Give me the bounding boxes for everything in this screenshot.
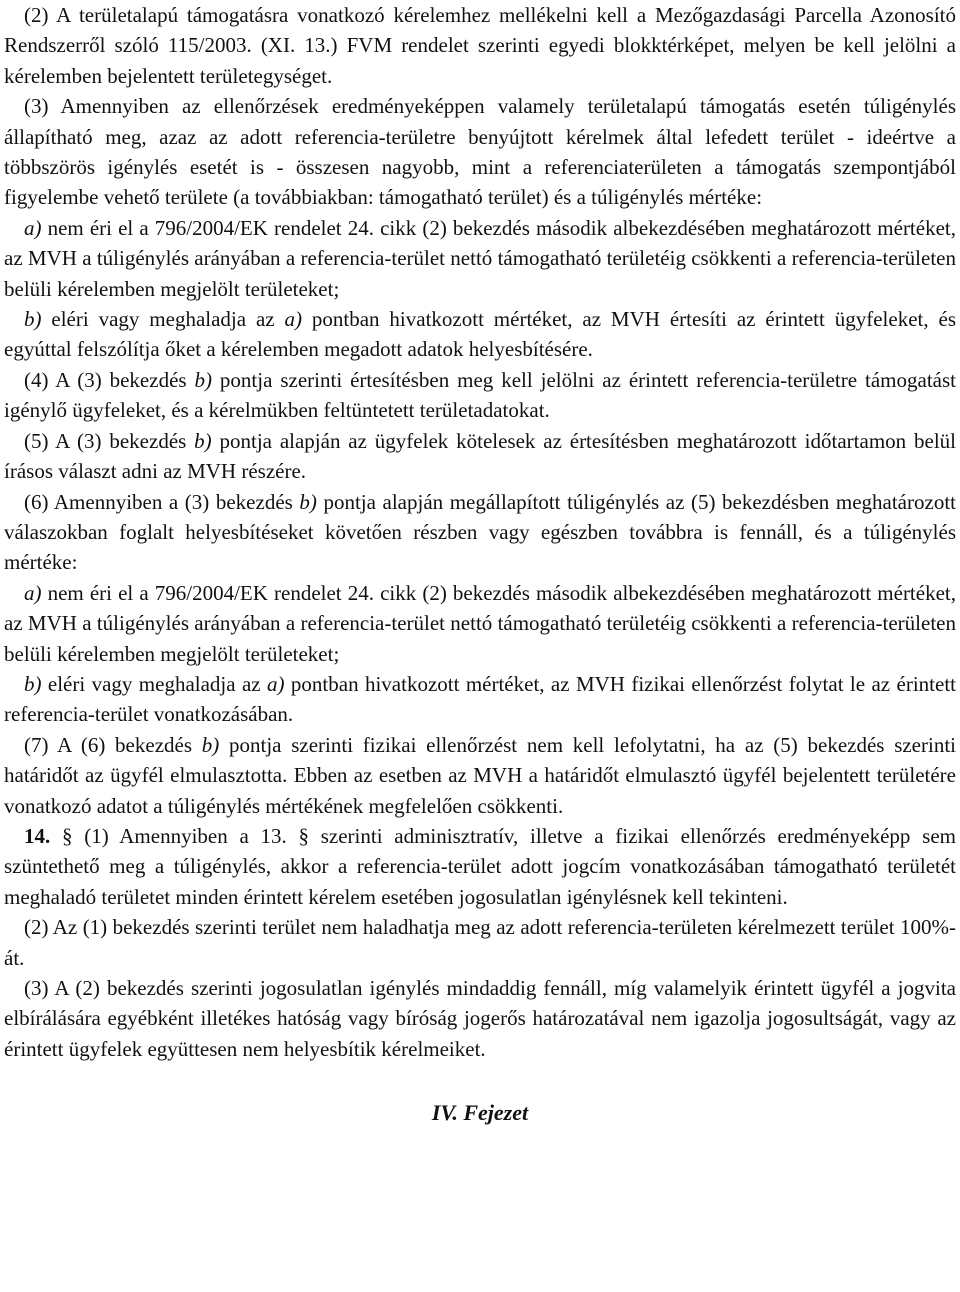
- paragraph-2: [4, 0, 956, 91]
- section-14-paragraph-2-text: (2) Az (1) bekezdés szerinti terület nem haladhatja meg az adott referencia-területen kérelmezett terület 100%-át.: [4, 915, 956, 970]
- paragraph-6-point-b: [4, 669, 956, 730]
- paragraph-3-point-b: [4, 304, 956, 365]
- point-a-marker: a): [24, 215, 42, 240]
- section-14-paragraph-3-text: (3) A (2) bekezdés szerinti jogosulatlan igénylés mindaddig fennáll, míg valamelyik érintett ügyfél a jogvita elbírálására egyébként illetékes hatóság vagy bíróság jogerős határozatával nem igazolja jogosultságát, vagy az érintett ügyfelek együttesen nem helyesbítik kérelmeiket.: [4, 976, 956, 1061]
- paragraph-6-text-start: (6) Amennyiben a (3) bekezdés: [24, 489, 300, 514]
- paragraph-5-reference-marker: b): [194, 428, 212, 453]
- paragraph-3-text: (3) Amennyiben az ellenőrzések eredményeképpen valamely területalapú támogatás esetén túligénylés állapítható meg, azaz az adott referencia-területre benyújtott kérelmek által lefedett terület - ideértve a többszörös igénylés esetét is - összesen nagyobb, mint a referenciaterületen a támogatás szempontjából figyelembe vehető területe (a továbbiakban: támogatható terület) és a túligénylés mértéke:: [4, 94, 956, 210]
- point-a-marker: a): [24, 580, 42, 605]
- point-b-marker: b): [24, 307, 42, 332]
- paragraph-4-text-end: pontja szerinti értesítésben meg kell jelölni az érintett referencia-területre támogatást igénylő ügyfeleket, és a kérelmükben feltüntetett területadatokat.: [4, 367, 956, 423]
- paragraph-6-point-a: [4, 578, 956, 669]
- point-b-marker: b): [24, 671, 42, 696]
- point-b-text-start: eléri vagy meghaladja az: [41, 671, 268, 696]
- paragraph-5-text-end: pontja alapján az ügyfelek kötelesek az értesítésben meghatározott időtartamon belül írásos választ adni az MVH részére.: [4, 428, 956, 484]
- point-a-text: nem éri el a 796/2004/EK rendelet 24. cikk (2) bekezdés második albekezdésében meghatározott mértéket, az MVH a túligénylés arányában a referencia-terület nettó támogatható területéig csökkenti a referencia-területen belüli kérelemben megjelölt területeket;: [4, 580, 956, 666]
- paragraph-3-point-a: [4, 213, 956, 304]
- point-b-text-end: pontban hivatkozott mértéket, az MVH értesíti az érintett ügyfeleket, és egyúttal felszólítja őket a kérelemben megadott adatok helyesbítésére.: [4, 307, 956, 362]
- paragraph-4-text-start: (4) A (3) bekezdés: [24, 367, 195, 392]
- point-a-text: nem éri el a 796/2004/EK rendelet 24. cikk (2) bekezdés második albekezdésében meghatározott mértéket, az MVH a túligénylés arányában a referencia-terület nettó támogatható területéig csökkenti a referencia-területen belüli kérelemben megjelölt területeket;: [4, 215, 956, 301]
- point-b-text-end: pontban hivatkozott mértéket, az MVH fizikai ellenőrzést folytat le az érintett referencia-terület vonatkozásában.: [4, 671, 956, 727]
- point-b-reference-marker: a): [267, 671, 285, 696]
- paragraph-6-text-end: pontja alapján megállapított túligénylés az (5) bekezdésben meghatározott válaszokban foglalt helyesbítéseket követően részben vagy egészben továbbra is fennáll, és a túligénylés mértéke:: [4, 489, 956, 575]
- paragraph-5-text-start: (5) A (3) bekezdés: [24, 428, 195, 453]
- paragraph-6-reference-marker: b): [299, 489, 317, 514]
- paragraph-4: [4, 365, 956, 426]
- point-b-text-start: eléri vagy meghaladja az: [41, 307, 285, 332]
- section-14-paragraph-1-text: § (1) Amennyiben a 13. § szerinti adminisztratív, illetve a fizikai ellenőrzés eredményeképp sem szüntethető meg a túligénylés, akkor a referencia-terület adott jogcím vonatkozásában támogatható területét meghaladó területet minden érintett kérelem esetében jogosulatlan igénylésnek kell tekinteni.: [4, 823, 956, 909]
- paragraph-2-text: (2) A területalapú támogatásra vonatkozó kérelemhez mellékelni kell a Mezőgazdasági Parcella Azonosító Rendszerről szóló 115/2003. (XI. 13.) FVM rendelet szerinti egyedi blokktérképet, melyen be kell jelölni a kérelemben bejelentett területegységet.: [4, 3, 956, 88]
- paragraph-7-text-start: (7) A (6) bekezdés: [24, 732, 202, 757]
- paragraph-5: [4, 426, 956, 487]
- document-page: [4, 0, 956, 1129]
- paragraph-3: [4, 91, 956, 213]
- paragraph-7-reference-marker: b): [201, 732, 220, 757]
- point-b-reference-marker: a): [284, 307, 302, 332]
- paragraph-6: [4, 487, 956, 578]
- paragraph-7: [4, 730, 956, 821]
- section-14-paragraph-1: [4, 821, 956, 912]
- section-14-paragraph-3: [4, 973, 956, 1064]
- chapter-heading: IV. Fejezet: [431, 1100, 529, 1126]
- section-14-number: 14.: [24, 823, 51, 848]
- paragraph-7-text-end: pontja szerinti fizikai ellenőrzést nem kell lefolytatni, ha az (5) bekezdés szerinti határidőt az ügyfél elmulasztotta. Ebben az esetben az MVH a határidőt elmulasztó ügyfél bejelentett területére vonatkozó adatot a túligénylés mértékének megfelelően csökkenti.: [4, 732, 957, 818]
- paragraph-4-reference-marker: b): [194, 367, 212, 392]
- section-14-paragraph-2: [4, 912, 956, 973]
